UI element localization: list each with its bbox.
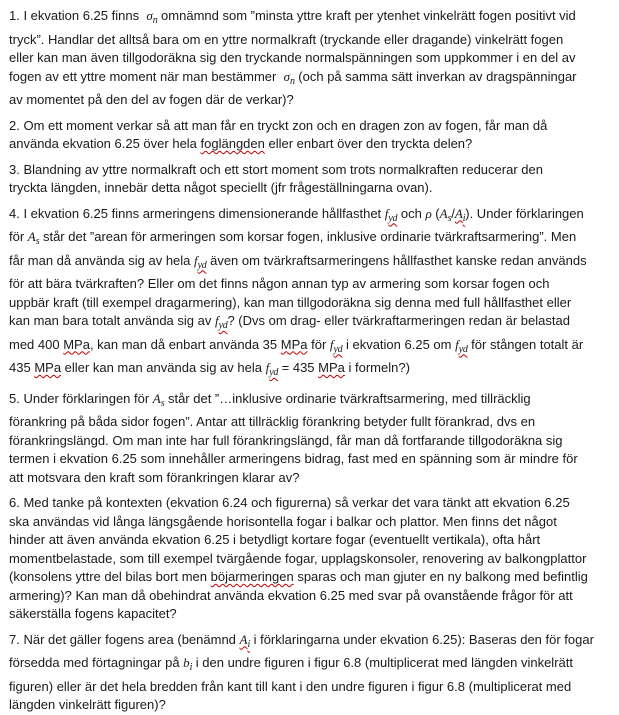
text-run: står det ”…inklusive ordinarie tvärkraftsarmering, med tillräcklig xyxy=(164,390,531,406)
subscript: s xyxy=(447,212,452,224)
text-run: och xyxy=(397,205,426,221)
text-run: säkerställa fogens kapacitet? xyxy=(9,606,177,621)
text-line xyxy=(9,117,613,136)
subscript: n xyxy=(152,15,158,26)
math-symbol: f xyxy=(194,252,198,268)
math-symbol: f xyxy=(265,360,270,375)
text-run: kan man bara totalt använda sig av xyxy=(9,313,215,328)
text-run: sparas och man gjuter en ny balkong med befintlig xyxy=(293,569,588,584)
text-line xyxy=(9,531,613,550)
subscript: n xyxy=(289,75,295,87)
paragraph xyxy=(9,7,613,110)
text-line xyxy=(9,654,613,678)
text-line xyxy=(9,550,613,569)
paragraph xyxy=(9,117,613,154)
text-run: momentbelastade, som till exempel tvärgående fogar, upplagskonsoler, renovering av balkongplattor xyxy=(9,550,587,566)
misspelled-word: A xyxy=(239,631,248,647)
text-line xyxy=(9,312,613,336)
text-line xyxy=(9,568,613,587)
text-run: för stången totalt är xyxy=(467,336,584,352)
text-line xyxy=(9,135,613,154)
text-run: ska användas vid långa längsgående horisontella fogar i balkar och plattor. Men finns det något xyxy=(9,513,557,529)
text-run: 2. Om ett moment verkar så att man får en tryckt zon och en dragen zon av fogen, får man då xyxy=(9,117,548,133)
text-run: att motsvara den kraft som förankringen klarar av? xyxy=(9,469,300,485)
text-run: eller kan man använda sig av hela xyxy=(61,360,266,375)
text-run: ( xyxy=(431,205,440,221)
misspelled-word: yd xyxy=(458,343,468,355)
text-run: 3. Blandning av yttre normalkraft och ett stort moment som trots normalkraften reducerar den xyxy=(9,161,543,177)
paragraph xyxy=(9,494,613,624)
text-run: fogen av ett yttre moment när man bestämmer xyxy=(9,68,284,84)
math-symbol: σ xyxy=(146,8,153,23)
text-line xyxy=(9,31,613,50)
math-symbol: b xyxy=(183,655,190,670)
text-run: omnämnd som ”minsta yttre kraft per ytenhet vinkelrätt fogen positivt vid xyxy=(157,8,576,23)
text-line xyxy=(9,252,613,276)
misspelled-word: i xyxy=(462,212,466,224)
misspelled-word: yd xyxy=(197,259,207,271)
math-symbol: f xyxy=(384,205,389,221)
text-run: hinder att även använda ekvation 6.25 i betydligt kortare fogar (eventuellt vertikala), ofta hårt xyxy=(9,532,541,547)
text-line xyxy=(9,678,613,697)
text-run: 435 xyxy=(9,360,35,375)
text-line xyxy=(9,494,613,513)
text-line xyxy=(9,336,613,360)
text-line xyxy=(9,605,613,624)
misspelled-word: böjarmeringen xyxy=(210,569,294,584)
text-run: figuren) eller är det hela bredden från kant till kant i den undre figuren i figur 6.8 (multiplicerat med xyxy=(9,678,572,694)
text-run: eller kan man även tillgodoräkna sig den tryckande normalspänningen som uppkommer i en del av xyxy=(9,50,576,65)
text-line xyxy=(9,413,613,432)
misspelled-word: yd xyxy=(269,367,279,378)
text-line xyxy=(9,7,613,31)
misspelled-word: yd xyxy=(388,212,398,224)
text-line xyxy=(9,294,613,313)
math-symbol: f xyxy=(214,313,219,328)
text-run: även om tvärkraftsarmeringens hållfasthet kanske redan används xyxy=(206,252,587,268)
text-run: ? (Dvs om drag- eller tvärkraftarmeringen redan är belastad xyxy=(227,313,570,328)
misspelled-word: yd xyxy=(218,320,228,331)
text-run: (och på samma sätt inverkan av dragspänningar xyxy=(294,68,577,84)
text-line xyxy=(9,161,613,180)
text-run: 1. I ekvation 6.25 finns xyxy=(9,8,147,23)
misspelled-word: i xyxy=(247,638,250,650)
text-run: ). Under förklaringen xyxy=(465,205,584,221)
text-run: / xyxy=(451,205,455,221)
text-run: längden vinkelrätt figuren)? xyxy=(9,697,166,712)
text-run: 4. I ekvation 6.25 finns armeringens dimensionerande hållfasthet xyxy=(9,205,385,221)
text-line xyxy=(9,179,613,198)
math-symbol: ρ xyxy=(425,205,432,221)
subscript: s xyxy=(35,236,40,247)
text-line xyxy=(9,432,613,451)
subscript: s xyxy=(160,397,165,409)
text-run: armering)? Kan man då obehindrat använda ekvation 6.25 med svar på ovanstående frågor för att xyxy=(9,587,573,603)
misspelled-word: MPa xyxy=(318,360,345,375)
text-run: 5. Under förklaringen för xyxy=(9,390,153,406)
text-line xyxy=(9,91,613,110)
misspelled-word: yd xyxy=(333,343,343,355)
math-symbol: f xyxy=(455,336,459,352)
misspelled-word: MPa xyxy=(280,336,308,352)
paragraph xyxy=(9,205,613,383)
text-run: får man då använda sig av hela xyxy=(9,252,195,268)
text-run: (konsolens yttre del bilas bort men xyxy=(9,569,211,584)
math-symbol: σ xyxy=(283,68,290,84)
paragraph xyxy=(9,631,613,715)
text-run: uppbär kraft (till exempel dragarmering), kan man tillgodoräkna sig denna med full hållfasthet eller xyxy=(9,294,572,310)
math-symbol: A xyxy=(27,229,36,244)
text-run: står det ”arean för armeringen som korsar fogen, inklusive ordinarie tvärkraftsarmering”. Men xyxy=(39,229,577,244)
text-run: använda ekvation 6.25 över hela xyxy=(9,136,201,151)
text-run: i ekvation 6.25 om xyxy=(342,336,456,352)
text-line xyxy=(9,359,613,383)
text-line xyxy=(9,469,613,488)
text-run: för att bära tvärkraften? Eller om det finns någon annan typ av armering som korsar fogen och xyxy=(9,276,550,291)
text-run: för xyxy=(307,336,330,352)
text-line xyxy=(9,49,613,68)
text-run: tryck”. Handlar det alltså bara om en yttre normalkraft (tryckande eller dragande) vinkelrätt fogen xyxy=(9,31,564,47)
misspelled-word: foglängden xyxy=(200,136,265,151)
text-line xyxy=(9,696,613,715)
math-symbol: A xyxy=(152,390,161,406)
text-run: tryckta längden, innebär detta något speciellt (jfr frågeställningarna ovan). xyxy=(9,180,433,195)
text-line xyxy=(9,275,613,294)
text-run: 7. När det gäller fogens area (benämnd xyxy=(9,631,240,647)
text-run: försedda med förtagningar på xyxy=(9,655,184,670)
misspelled-word: MPa xyxy=(63,336,90,352)
text-run: av momentet på den del av fogen där de verkar)? xyxy=(9,92,294,107)
text-run: 6. Med tanke på kontexten (ekvation 6.24 och figurerna) så verkar det vara tänkt att ekvation 6.25 xyxy=(9,495,570,510)
misspelled-word: MPa xyxy=(34,360,62,375)
text-line xyxy=(9,513,613,532)
text-line xyxy=(9,205,613,229)
text-run: förankring på båda sidor fogen”. Antar att tillräcklig förankring betyder fullt förankrad, dvs en xyxy=(9,414,536,429)
text-line xyxy=(9,68,613,92)
text-run: eller enbart över den tryckta delen? xyxy=(264,136,473,151)
text-run: i förklaringarna under ekvation 6.25): Baseras den för fogar xyxy=(249,631,594,647)
text-line xyxy=(9,587,613,606)
math-symbol: f xyxy=(329,336,334,352)
text-run: med 400 xyxy=(9,336,64,352)
text-run: förankringslängd. Om man inte har full förankringslängd, får man då fortfarande tillgodoräkna sig xyxy=(9,432,563,448)
text-run: för xyxy=(9,229,28,244)
text-line xyxy=(9,631,613,655)
text-line xyxy=(9,228,613,252)
text-run: i den undre figuren i figur 6.8 (multiplicerat med längden vinkelrätt xyxy=(192,655,573,670)
text-run: = 435 xyxy=(278,360,319,375)
text-run: i formeln?) xyxy=(344,360,410,375)
paragraph xyxy=(9,390,613,488)
text-line xyxy=(9,390,613,414)
text-line xyxy=(9,450,613,469)
paragraph xyxy=(9,161,613,198)
subscript: i xyxy=(189,662,193,673)
misspelled-word: A xyxy=(454,205,463,221)
math-symbol: A xyxy=(439,205,448,221)
text-run: termen i ekvation 6.25 som innehåller armeringens bidrag, fast med en spänning som är mindre för xyxy=(9,451,578,466)
text-run: , kan man då enbart använda 35 xyxy=(89,336,281,352)
